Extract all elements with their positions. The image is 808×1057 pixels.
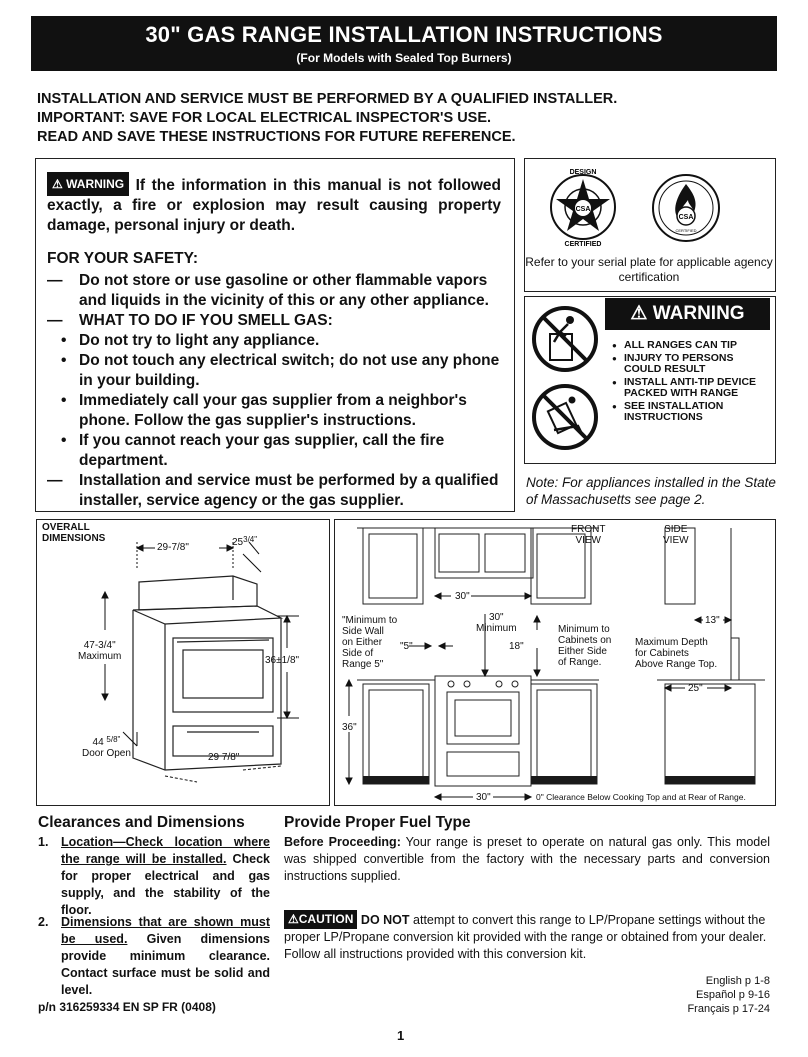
clearance-note: 0" Clearance Below Cooking Top and at Rear of Range. (536, 792, 746, 802)
min-height-label: 30" Minimum (476, 612, 517, 634)
svg-text:CERTIFIED: CERTIFIED (564, 241, 602, 248)
svg-text:DESIGN: DESIGN (569, 169, 597, 176)
gap-18-label: 18" (509, 641, 524, 652)
warning-text: If the information in this manual is not followed exactly, a fire or explosion may result causing property damage, personal injury or death. (47, 177, 501, 234)
depth-13-label: 13" (705, 615, 720, 626)
bottom-width-label: 30" (476, 792, 491, 803)
depth-25-label: 25" (688, 683, 703, 694)
part-number: p/n 316259334 EN SP FR (0408) (38, 1000, 216, 1014)
svg-text:CSA: CSA (678, 214, 694, 221)
anti-tip-item: ● INJURY TO PERSONS COULD RESULT (612, 353, 772, 376)
range-tipping-prohibited-icon (534, 386, 596, 448)
side-gap-label: "5" (400, 641, 413, 652)
anti-tip-warning-title: ⚠ WARNING (605, 298, 770, 330)
certification-caption: Refer to your serial plate for applicable agency certification (525, 255, 773, 284)
fuel-before-proceeding: Before Proceeding: Your range is preset to operate on natural gas only. This model was shipped convertible from the factory with the necessary parts and conversion instructions supplied. (284, 835, 770, 883)
svg-text:CERTIFIED: CERTIFIED (675, 228, 697, 233)
anti-tip-item: ● INSTALL ANTI-TIP DEVICE PACKED WITH RANGE (612, 377, 772, 400)
fuel-title: Provide Proper Fuel Type (284, 814, 471, 831)
depth-note: Maximum Depth for Cabinets Above Range Top. (635, 637, 718, 670)
dimensions-title: OVERALL DIMENSIONS (42, 522, 106, 544)
language-index: English p 1-8 Español p 9-16 Français p 17-24 (687, 975, 770, 1015)
safety-item: • Do not touch any electrical switch; do not use any phone in your building. (61, 352, 500, 389)
warning-tag: ⚠ WARNING (47, 172, 129, 196)
safety-title: FOR YOUR SAFETY: (47, 250, 198, 267)
safety-item: — Do not store or use gasoline or other flammable vapors and liquids in the vicinity of this or any other appliance. (47, 272, 489, 309)
clearances-item-1: 1. Location—Check location where the range will be installed. Check for proper electrical and gas supply, and the stability of the floor. (38, 835, 270, 917)
upper-width-label: 30" (455, 591, 470, 602)
side-wall-note: "Minimum to Side Wall on Either Side of Range 5" (342, 615, 398, 670)
dim-height: 47-3/4" Maximum (78, 640, 122, 662)
caution-statement: ⚠CAUTION DO NOT attempt to convert this range to LP/Propane settings without the proper LP/Propane conversion kit provided with the range or obtained from your dealer. Follow all instructions provided with this conversion kit. (284, 912, 767, 961)
alert-triangle-icon: ⚠ (52, 177, 63, 191)
title-banner (31, 16, 777, 71)
dim-depth: $25^{3/4"}$ (232, 535, 258, 548)
document-subtitle: (For Models with Sealed Top Burners) (296, 51, 512, 65)
front-view-label: FRONT VIEW (571, 524, 606, 546)
dim-width: 29-7/8" (157, 542, 189, 553)
child-climbing-prohibited-icon (534, 308, 596, 370)
safety-item: — Installation and service must be performed by a qualified installer, service agency or the gas supplier. (47, 472, 499, 509)
intro-line-2: IMPORTANT: SAVE FOR LOCAL ELECTRICAL INSPECTOR'S USE. (37, 110, 492, 126)
intro-line-3: READ AND SAVE THESE INSTRUCTIONS FOR FUTURE REFERENCE. (37, 129, 516, 145)
safety-item: • Immediately call your gas supplier from a neighbor's phone. Follow the gas supplier's instructions. (61, 392, 467, 429)
dim-cooktop-height: 36±1/8" (265, 655, 300, 666)
page-number: 1 (397, 1028, 405, 1043)
caution-tag: ⚠CAUTION (284, 910, 357, 929)
design-certified-seal (548, 165, 618, 251)
safety-item: • If you cannot reach your gas supplier, call the fire department. (61, 432, 445, 469)
safety-item: — WHAT TO DO IF YOU SMELL GAS: (47, 312, 333, 329)
range-tip-pictograms (530, 302, 600, 458)
intro-notice (37, 90, 617, 147)
intro-line-1: INSTALLATION AND SERVICE MUST BE PERFORMED BY A QUALIFIED INSTALLER. (37, 91, 618, 107)
safety-item: • Do not try to light any appliance. (61, 332, 320, 349)
massachusetts-note: Note: For appliances installed in the State of Massachusetts see page 2. (526, 475, 776, 507)
height-36-label: 36" (342, 722, 357, 733)
alert-triangle-icon: ⚠ (288, 912, 299, 926)
dim-door-open: 44 $^{5/8"}$ Door Open (82, 735, 131, 759)
svg-text:CSA: CSA (575, 206, 591, 213)
anti-tip-list (612, 340, 772, 425)
clearances-title: Clearances and Dimensions (38, 814, 245, 831)
alert-triangle-icon: ⚠ (630, 303, 648, 324)
csa-flame-seal (650, 170, 722, 246)
dim-base-depth: 29 7/8" (208, 752, 240, 763)
cabinet-note: Minimum to Cabinets on Either Side of Range. (558, 624, 612, 668)
side-view-label: SIDE VIEW (663, 524, 689, 546)
clearances-item-2: 2. Dimensions that are shown must be used. Given dimensions provide minimum clearance. Contact surface must be solid and level. (38, 915, 270, 997)
anti-tip-item: ● ALL RANGES CAN TIP (612, 340, 772, 352)
warning-statement (47, 172, 501, 236)
document-title: 30" GAS RANGE INSTALLATION INSTRUCTIONS (145, 22, 663, 47)
anti-tip-item: ● SEE INSTALLATION INSTRUCTIONS (612, 401, 772, 424)
